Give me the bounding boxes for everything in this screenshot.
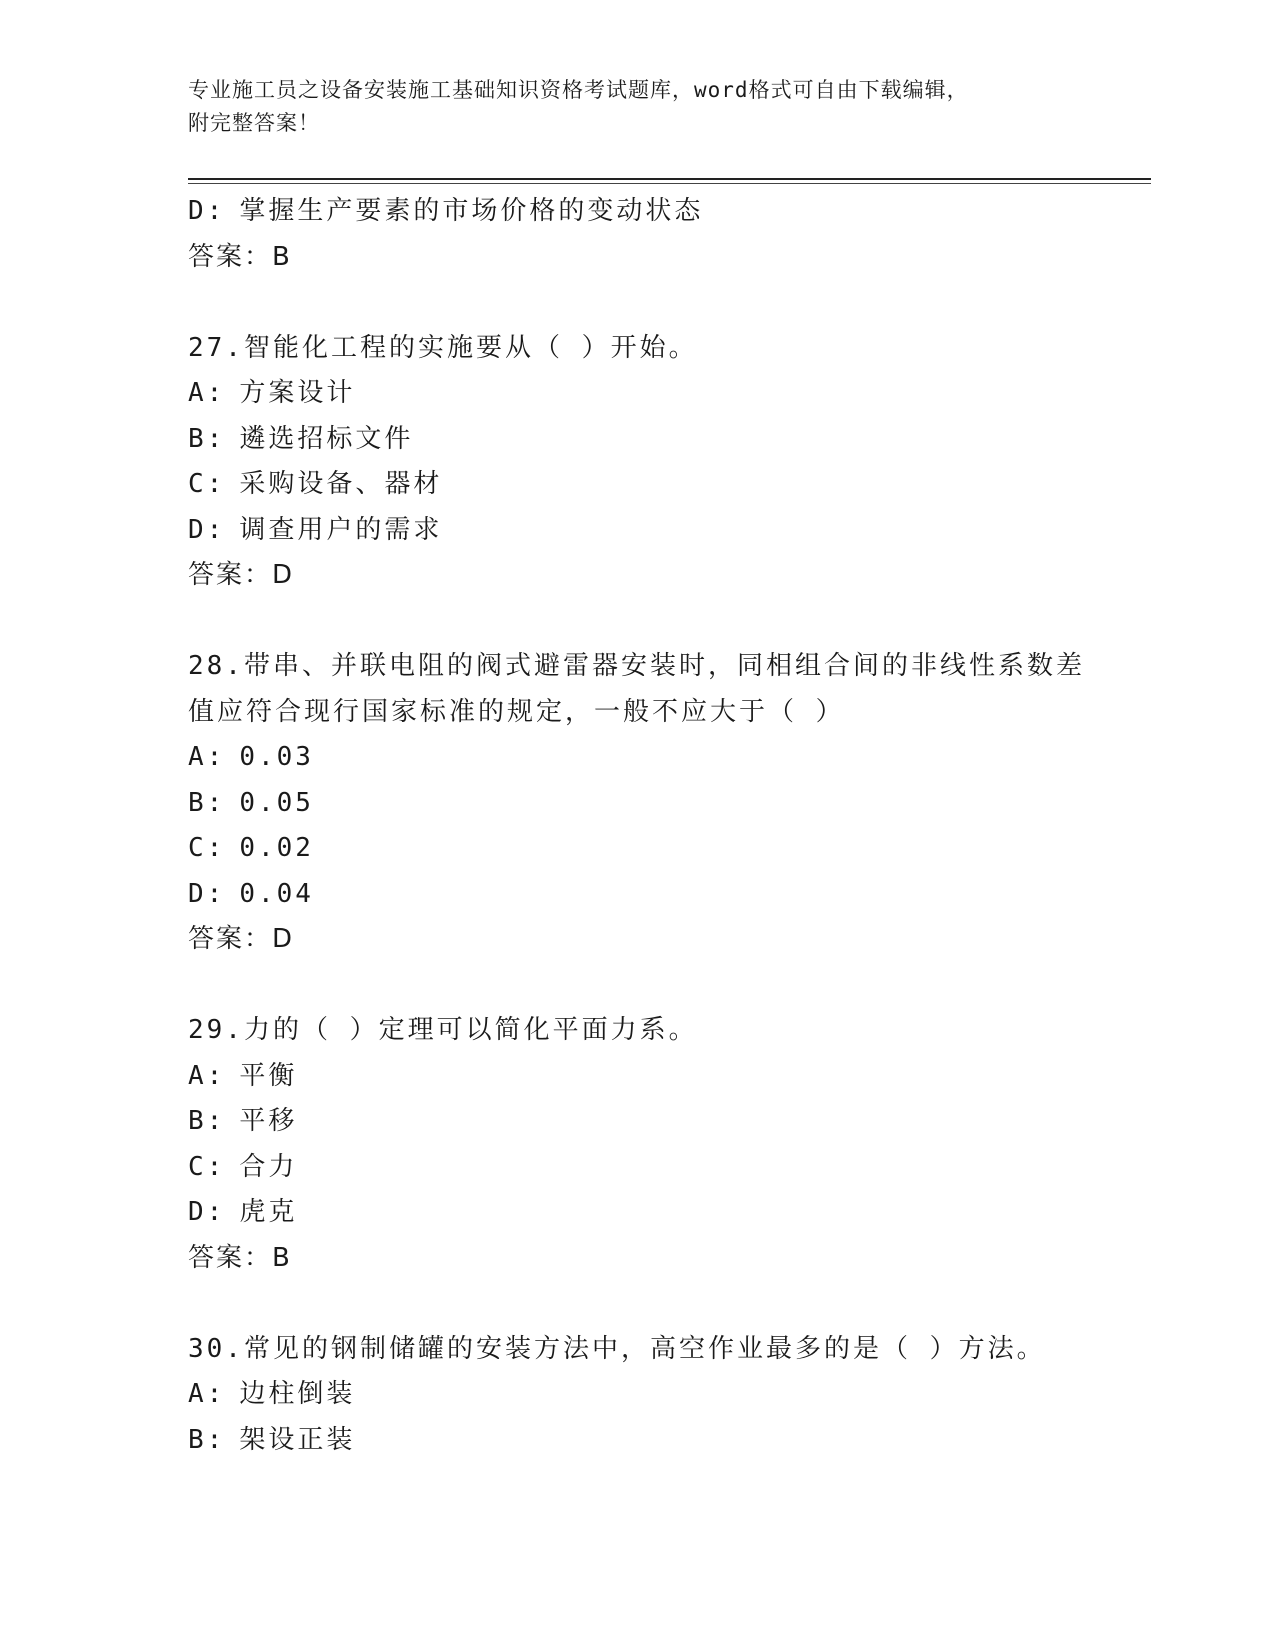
option-letter: A: [188,1060,226,1091]
option-letter: A: [188,742,226,772]
option-letter: C: [188,469,226,499]
option-b [188,1099,1088,1145]
option-text: 虎克 [239,1197,298,1227]
question-stem-line-2: 值应符合现行国家标准的规定，一般不应大于（ ） [188,696,845,727]
option-letter: A: [188,378,226,408]
option-c [188,1145,1088,1191]
option-text: 架设正装 [239,1424,356,1455]
header-divider-thin [188,183,1151,184]
option-letter: D: [188,1197,226,1227]
answer-line: 答案：D [188,560,295,590]
option-letter: B: [188,1424,226,1455]
option-c [188,462,1088,508]
answer-line: 答案：B [188,1242,292,1273]
question-stem: 29.力的（ ）定理可以简化平面力系。 [188,1015,698,1045]
answer-line: 答案：D [188,924,295,954]
option-letter: B: [188,423,226,454]
answer-line: 答案：B [188,241,292,272]
option-text: 平移 [239,1106,298,1136]
option-text: 遴选招标文件 [239,423,414,454]
option-text: 方案设计 [239,378,356,408]
question-29 [188,1008,1088,1281]
option-letter: C: [188,833,226,863]
option-letter: D: [188,196,226,226]
option-a [188,1372,1088,1418]
option-text: 边柱倒装 [239,1379,356,1409]
option-text: 合力 [239,1151,298,1182]
header-line-2: 附完整答案！ [188,111,320,135]
question-stem: 30.常见的钢制储罐的安装方法中，高空作业最多的是（ ）方法。 [188,1333,1046,1364]
option-letter: A: [188,1379,226,1409]
option-b [188,781,1088,827]
header-divider-thick [188,178,1151,180]
question-30 [188,1327,1088,1464]
option-a [188,371,1088,417]
option-text: 掌握生产要素的市场价格的变动状态 [239,196,704,226]
option-letter: D: [188,514,226,545]
page-header [188,74,1088,140]
option-text: 0.05 [239,787,314,818]
option-b [188,1418,1088,1464]
option-text: 0.02 [239,833,314,863]
option-text: 平衡 [239,1060,298,1091]
question-stem-line-1: 28.带串、并联电阻的阀式避雷器安装时，同相组合间的非线性系数差 [188,651,1085,681]
option-text: 调查用户的需求 [239,514,443,545]
question-list [188,189,1088,1463]
option-c [188,826,1088,872]
question-27 [188,326,1088,599]
option-letter: B: [188,1106,226,1136]
option-d [188,872,1088,918]
option-letter: B: [188,787,226,818]
option-letter: C: [188,1151,226,1182]
option-a [188,735,1088,781]
option-d [188,508,1088,554]
option-text: 0.03 [239,742,314,772]
option-d-carryover [188,189,1088,235]
question-stem: 27.智能化工程的实施要从（ ）开始。 [188,332,698,363]
option-letter: D: [188,878,226,909]
option-a [188,1054,1088,1100]
option-text: 0.04 [239,878,314,909]
option-text: 采购设备、器材 [239,469,443,499]
option-b [188,417,1088,463]
option-d [188,1190,1088,1236]
header-line-1: 专业施工员之设备安装施工基础知识资格考试题库，word格式可自由下载编辑， [188,78,969,102]
question-28 [188,644,1088,963]
